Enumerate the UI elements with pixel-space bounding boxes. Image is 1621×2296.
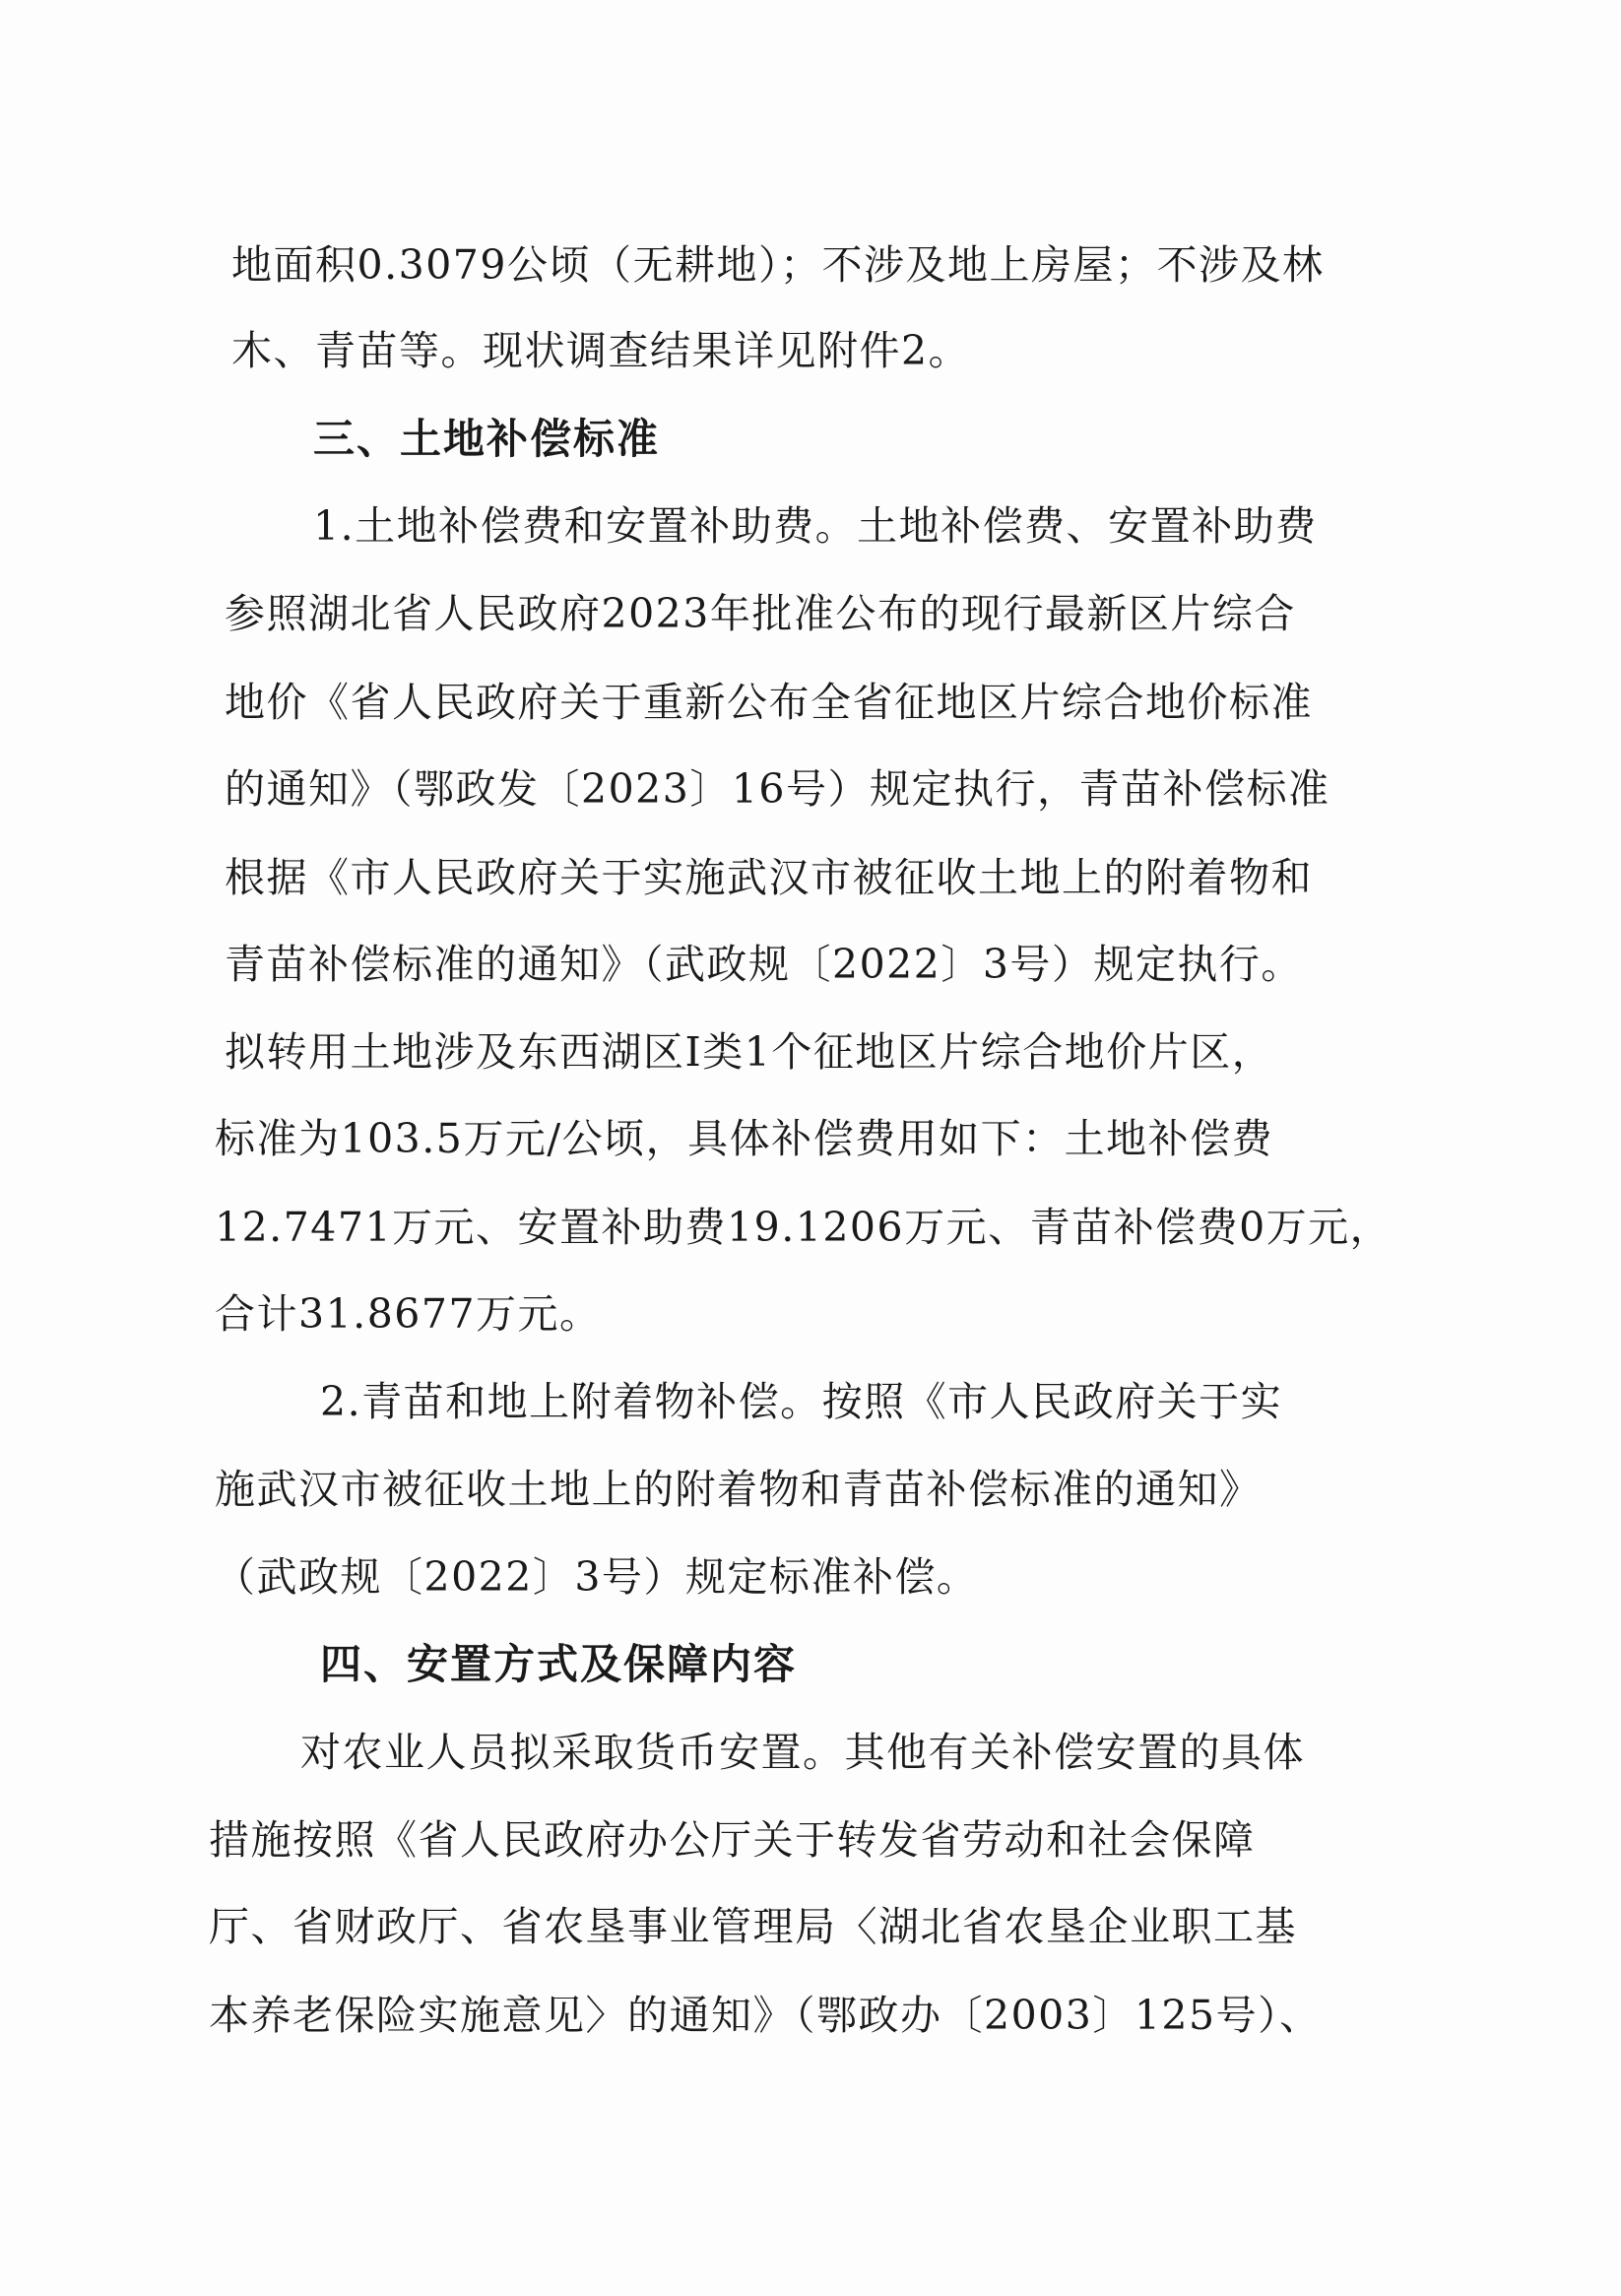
text-line: 2.青苗和地上附着物补偿。按照《市人民政府关于实 bbox=[320, 1378, 1283, 1425]
text-line: 拟转用土地涉及东西湖区Ⅰ类1个征地区片综合地价片区， bbox=[225, 1028, 1274, 1076]
text-line: 本养老保险实施意见〉的通知》（鄂政办〔2003〕125号）、 bbox=[209, 1992, 1322, 2039]
text-line: 对农业人员拟采取货币安置。其他有关补偿安置的具体 bbox=[300, 1729, 1305, 1776]
text-line: 标准为103.5万元/公顷，具体补偿费用如下：土地补偿费 bbox=[215, 1115, 1274, 1162]
text-line: 地面积0.3079公顷（无耕地）；不涉及地上房屋；不涉及林 bbox=[231, 241, 1325, 289]
text-line: 的通知》（鄂政发〔2023〕16号）规定执行，青苗补偿标准 bbox=[225, 765, 1330, 813]
text-line: 措施按照《省人民政府办公厅关于转发省劳动和社会保障 bbox=[209, 1816, 1256, 1864]
text-line: 合计31.8677万元。 bbox=[215, 1290, 602, 1338]
text-line: 施武汉市被征收土地上的附着物和青苗补偿标准的通知》 bbox=[215, 1466, 1262, 1513]
text-line: 1.土地补偿费和安置补助费。土地补偿费、安置补助费 bbox=[313, 502, 1318, 550]
text-line: 地价《省人民政府关于重新公布全省征地区片综合地价标准 bbox=[225, 679, 1313, 726]
text-line: 12.7471万元、安置补助费19.1206万元、青苗补偿费0万元， bbox=[215, 1204, 1393, 1251]
text-line: 青苗补偿标准的通知》（武政规〔2022〕3号）规定执行。 bbox=[225, 941, 1303, 988]
section-heading-land-compensation: 三、土地补偿标准 bbox=[313, 415, 661, 463]
section-heading-resettlement: 四、安置方式及保障内容 bbox=[320, 1640, 798, 1688]
text-line: 厅、省财政厅、省农垦事业管理局〈湖北省农垦企业职工基 bbox=[209, 1903, 1297, 1950]
text-line: 木、青苗等。现状调查结果详见附件2。 bbox=[231, 327, 971, 374]
text-line: 根据《市人民政府关于实施武汉市被征收土地上的附着物和 bbox=[225, 854, 1313, 901]
text-line: （武政规〔2022〕3号）规定标准补偿。 bbox=[215, 1553, 979, 1601]
text-line: 参照湖北省人民政府2023年批准公布的现行最新区片综合 bbox=[225, 590, 1296, 637]
